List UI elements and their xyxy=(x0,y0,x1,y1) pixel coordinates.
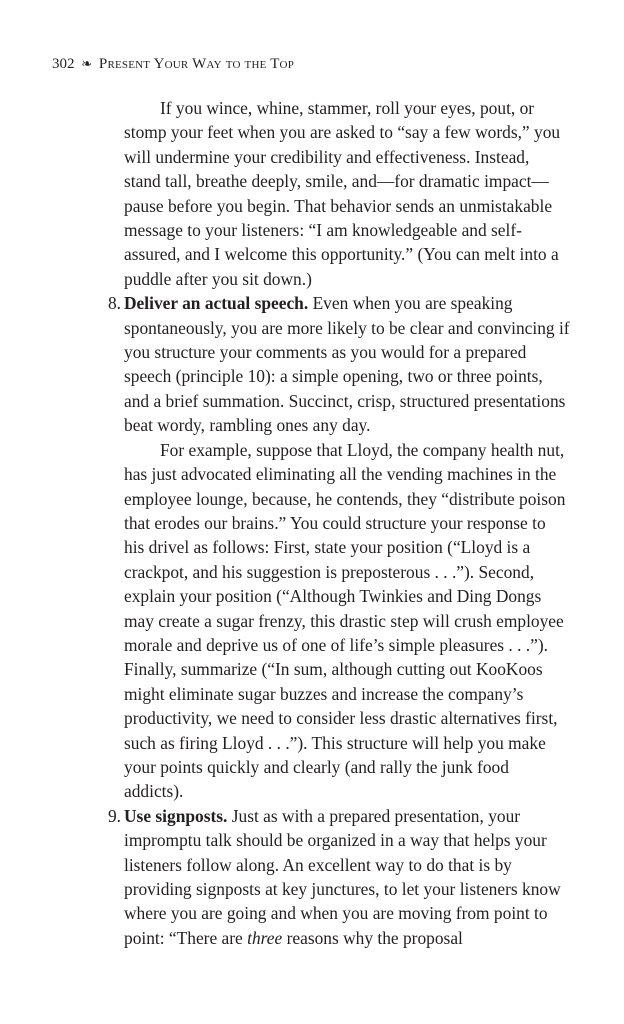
list-item-title: Deliver an actual speech. xyxy=(124,293,309,314)
paragraph-stage-presence: If you wince, whine, stammer, roll your eyes, pout, or stomp your feet when you are asked to “say a few words,” you will undermine your credibility and effectiveness. Instead, stand tall, breathe deeply, smile, and—for dramatic impact—pause before you begin. That behavior sends an unmistakable message to your listeners: “I am knowledgeable and self-assured, and I welcome this opportunity.” (You can melt into a puddle after you sit down.) xyxy=(124,98,561,289)
running-head xyxy=(52,55,294,73)
paragraph-example-lloyd: For example, suppose that Lloyd, the company health nut, has just advocated eliminating all the vending machines in the employee lounge, because, he contends, they “distribute poison that erodes our brains.” You could structure your response to his drivel as follows: First, state your position (“Lloyd is a crackpot, and his suggestion is preposterous . . .”). Second, explain your position (“Although Twinkies and Ding Dongs may create a sugar frenzy, this drastic step will crush employee morale and deprive us of one of life’s simple pleasures . . .”). Finally, summarize (“In sum, although cutting out KooKoos might eliminate sugar buzzes and increase the company’s productivity, we need to consider less drastic alternatives first, such as firing Lloyd . . .”). This structure will help you make your points quickly and clearly (and rally the junk food addicts). xyxy=(124,439,566,802)
list-item-number: 8. xyxy=(107,293,121,314)
list-item-title: Use signposts. xyxy=(124,805,228,826)
list-item-text: Even when you are speaking spontaneously, you are more likely to be clear and convincing if you structure your comments as you would for a prepared speech (principle 10): a simple opening, two or three points, and a brief summation. Succinct, crisp, structured presentations beat wordy, rambling ones any day. xyxy=(124,293,570,436)
list-item-text-continued: reasons why the proposal xyxy=(286,927,463,948)
list-item-8 xyxy=(107,291,570,437)
list-item-number: 9. xyxy=(107,805,121,826)
list-item-9 xyxy=(107,804,570,950)
list-item-text: Just as with a prepared presentation, your impromptu talk should be organized in a way that helps your listeners follow along. An excellent way to do that is by providing signposts at key junctures, to let your listeners know where you are going and when you are moving from point to point: “There are xyxy=(124,805,561,948)
page-number: 302 xyxy=(52,56,75,72)
book-title: Present Your Way to the Top xyxy=(98,56,295,72)
body-text xyxy=(107,96,570,950)
fleuron-ornament-icon: ❧ xyxy=(81,56,93,71)
emphasized-word: three xyxy=(247,927,283,948)
